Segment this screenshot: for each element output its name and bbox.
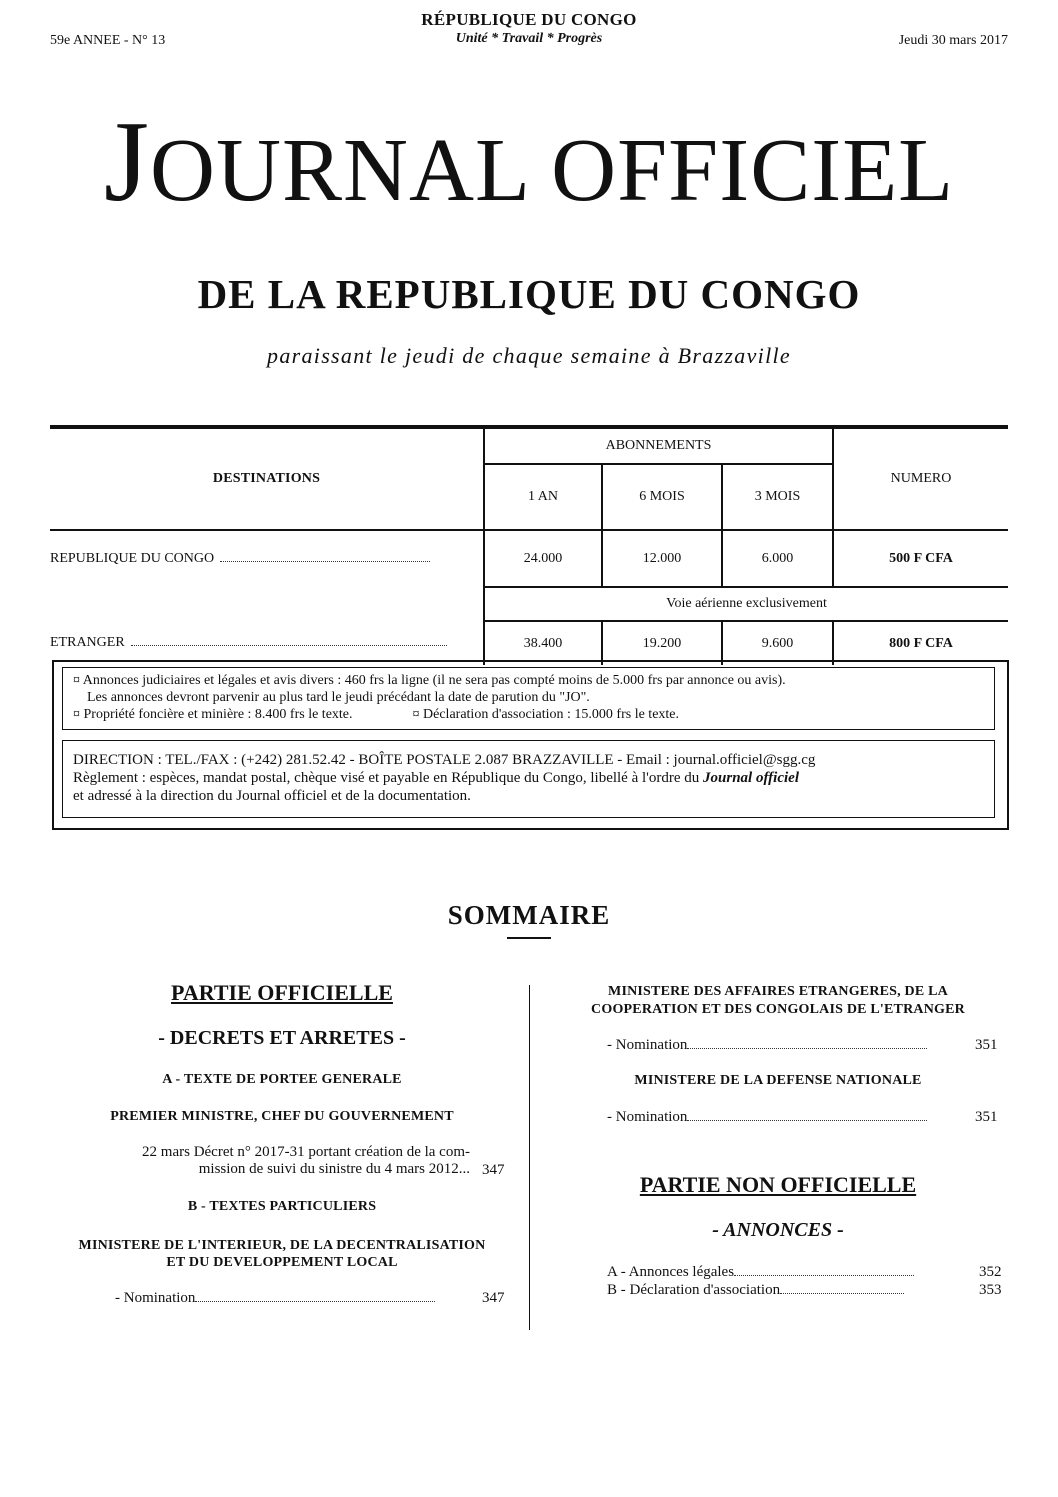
sommaire-title: SOMMAIRE bbox=[447, 900, 611, 930]
direction-adresse: et adressé à la direction du Journal officiel et de la documentation. bbox=[73, 788, 471, 804]
country-name: RÉPUBLIQUE DU CONGO bbox=[421, 10, 637, 29]
row-congo-6mois: 12.000 bbox=[602, 530, 722, 587]
decrets-heading: - DECRETS ET ARRETES - bbox=[158, 1027, 406, 1049]
period-6mois: 6 MOIS bbox=[602, 464, 722, 530]
journal-tagline: paraissant le jeudi de chaque semaine à Brazzaville bbox=[267, 343, 791, 368]
dot-leader bbox=[687, 1048, 927, 1049]
column-divider bbox=[529, 985, 530, 1330]
partie-officielle-heading: PARTIE OFFICIELLE bbox=[171, 980, 393, 1005]
national-motto: Unité * Travail * Progrès bbox=[455, 31, 603, 46]
defense-nomination-page: 351 bbox=[975, 1109, 998, 1125]
abonnements-header: ABONNEMENTS bbox=[484, 427, 833, 464]
voie-aerienne-note: Voie aérienne exclusivement bbox=[484, 587, 1008, 621]
direction-reglement: Règlement : espèces, mandat postal, chèque visé et payable en République du Congo, libellé à l'ordre du Journal officiel bbox=[73, 770, 799, 786]
section-a-heading: A - TEXTE DE PORTEE GENERALE bbox=[162, 1072, 402, 1087]
section-b-heading: B - TEXTES PARTICULIERS bbox=[187, 1199, 377, 1214]
row-congo-numero: 500 F CFA bbox=[833, 530, 1008, 587]
annonces-tarif-box bbox=[62, 667, 995, 730]
interieur-heading: MINISTERE DE L'INTERIEUR, DE LA DECENTRALISATION ET DU DEVELOPPEMENT LOCAL bbox=[78, 1238, 486, 1270]
period-3mois: 3 MOIS bbox=[722, 464, 833, 530]
declaration-association-page: 353 bbox=[979, 1282, 1002, 1298]
row-congo-destination: REPUBLIQUE DU CONGO bbox=[50, 530, 484, 587]
defense-nomination-entry[interactable]: - Nomination bbox=[607, 1109, 927, 1126]
decret-entry-page: 347 bbox=[482, 1162, 505, 1178]
affaires-etrangeres-heading: MINISTERE DES AFFAIRES ETRANGERES, DE LA COOPERATION ET DES CONGOLAIS DE L'ETRANGER bbox=[591, 984, 965, 1017]
annonces-line-1: ¤ Annonces judiciaires et légales et avis divers : 460 frs la ligne (il ne sera pas compté moins de 5.000 frs par annonce ou avis). bbox=[73, 673, 786, 688]
title-initial: J bbox=[103, 98, 150, 226]
partie-non-officielle-heading: PARTIE NON OFFICIELLE bbox=[639, 1172, 917, 1197]
sommaire-underline bbox=[507, 937, 551, 939]
defense-heading: MINISTERE DE LA DEFENSE NATIONALE bbox=[634, 1073, 922, 1088]
interieur-nomination-entry[interactable]: - Nomination bbox=[115, 1290, 435, 1307]
decret-entry-line2: mission de suivi du sinistre du 4 mars 2012... bbox=[198, 1161, 470, 1177]
dot-leader bbox=[131, 635, 447, 646]
row-etranger-3mois: 9.600 bbox=[722, 621, 833, 665]
annonces-line-2: Les annonces devront parvenir au plus tard le jeudi précédant la date de parution du "JO". bbox=[87, 690, 590, 705]
dot-leader bbox=[780, 1293, 904, 1294]
subscription-table bbox=[50, 425, 1008, 665]
row-congo-3mois: 6.000 bbox=[722, 530, 833, 587]
journal-subtitle: DE LA REPUBLIQUE DU CONGO bbox=[197, 271, 861, 317]
premier-ministre-heading: PREMIER MINISTRE, CHEF DU GOUVERNEMENT bbox=[110, 1109, 454, 1124]
issue-date: Jeudi 30 mars 2017 bbox=[898, 33, 1008, 48]
annonces-legales-page: 352 bbox=[979, 1264, 1002, 1280]
decret-entry[interactable] bbox=[50, 1144, 470, 1178]
direction-contact: DIRECTION : TEL./FAX : (+242) 281.52.42 - BOÎTE POSTALE 2.087 BRAZZAVILLE - Email : journal.officiel@sgg.cg bbox=[73, 752, 816, 768]
affaires-nomination-entry[interactable]: - Nomination bbox=[607, 1037, 927, 1054]
declaration-association-entry[interactable]: B - Déclaration d'association bbox=[607, 1282, 904, 1299]
annonces-line-3: ¤ Propriété foncière et minière : 8.400 frs le texte. ¤ Déclaration d'association : 15.000 frs le texte. bbox=[73, 707, 680, 722]
dot-leader bbox=[734, 1275, 914, 1276]
numero-header: NUMERO bbox=[833, 427, 1008, 530]
row-etranger-numero: 800 F CFA bbox=[833, 621, 1008, 665]
row-etranger-destination: ETRANGER bbox=[50, 621, 484, 665]
annonces-heading: - ANNONCES - bbox=[712, 1219, 844, 1241]
annonces-legales-entry[interactable]: A - Annonces légales bbox=[607, 1264, 914, 1281]
direction-box bbox=[62, 740, 995, 818]
title-rest: OURNAL OFFICIEL bbox=[149, 121, 955, 220]
journal-title bbox=[0, 98, 1058, 229]
row-etranger-6mois: 19.200 bbox=[602, 621, 722, 665]
dot-leader bbox=[687, 1120, 927, 1121]
destinations-header: DESTINATIONS bbox=[50, 427, 484, 530]
dot-leader bbox=[195, 1301, 435, 1302]
period-1an: 1 AN bbox=[484, 464, 602, 530]
affaires-nomination-page: 351 bbox=[975, 1037, 998, 1053]
dot-leader bbox=[220, 551, 430, 562]
interieur-nomination-page: 347 bbox=[482, 1290, 505, 1306]
row-congo-1an: 24.000 bbox=[484, 530, 602, 587]
row-etranger-1an: 38.400 bbox=[484, 621, 602, 665]
issue-number: 59e ANNEE - N° 13 bbox=[50, 33, 166, 48]
decret-entry-line1: 22 mars Décret n° 2017-31 portant création de la com- bbox=[142, 1144, 470, 1160]
